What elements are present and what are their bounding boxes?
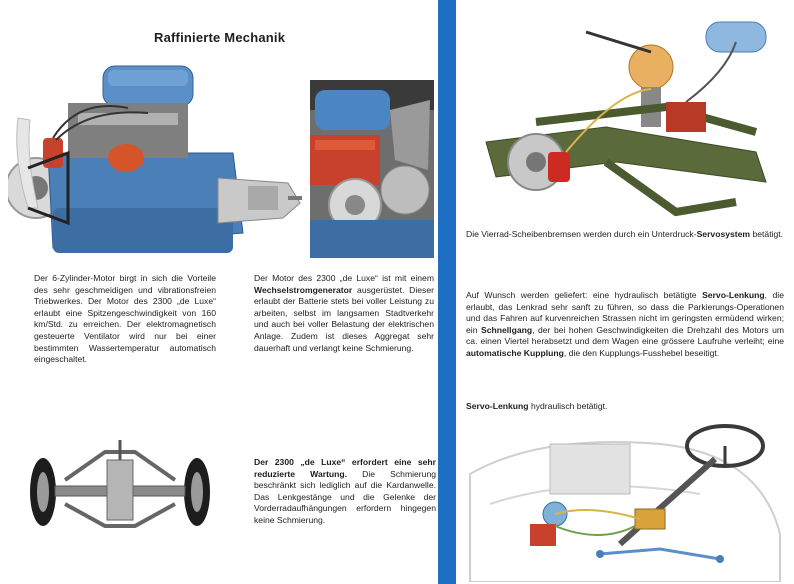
options-text-2: , die erlaubt, das Lenkrad sehr sanft zu führen, so dass die Parkierungs-Operationen und das Fahren auf kurvenreichen Strassen nicht im geringsten ermüdend wirken; ein — [466, 290, 784, 335]
engine-illustration — [8, 58, 303, 263]
brakes-bold: Servosystem — [696, 229, 751, 239]
generator-paragraph — [254, 273, 434, 354]
chassis-illustration — [25, 440, 215, 540]
options-text-4: , die den Kupplungs-Fusshebel beseitigt. — [563, 347, 720, 358]
steering-text: hydraulisch betätigt. — [528, 401, 608, 411]
generator-text-2: ausgerüstet. Dieser erlaubt der Batterie stets bei voller Leistung zu arbeiten, selbst im langsamen Stadtverkehr und auch bei voller Belastung der elektrischen Anlage. Zudem ist dieses Aggregat sehr dauerhaft und verlangt keine Schmierung. — [254, 284, 434, 353]
brakes-text-1: Die Vierrad-Scheibenbremsen werden durch ein Unterdruck- — [466, 229, 697, 239]
maintenance-text: Die Schmierung beschränkt sich lediglich auf die Kardanwelle. Das Lenkgestänge und die Gelenke der Vorderradaufhängungen erfordern hingegen keine Schmierung. — [254, 468, 436, 525]
options-bold-clutch: automatische Kupplung — [466, 347, 564, 358]
page-title: Raffinierte Mechanik — [154, 30, 286, 45]
options-bold-overdrive: Schnellgang — [481, 324, 533, 335]
options-text-1: Auf Wunsch werden geliefert: eine hydraulisch betätigte — [466, 290, 703, 300]
brakes-paragraph — [466, 229, 784, 241]
options-text-3: , der bei hohen Geschwindigkeiten die Drehzahl des Motors um ca. einen Viertel herabsetzt und dem Wagen eine grössere Laufruhe verleiht; eine — [466, 324, 785, 347]
generator-bold: Wechselstromgenerator — [254, 284, 353, 295]
brakes-text-2: betätigt. — [750, 229, 784, 239]
steering-caption — [466, 401, 784, 413]
right-page — [456, 0, 794, 584]
steering-bold: Servo-Lenkung — [466, 401, 529, 411]
engine-paragraph — [34, 273, 216, 366]
options-bold-servo: Servo-Lenkung — [702, 290, 765, 300]
generator-text-1: Der Motor des 2300 „de Luxe“ ist mit einem — [254, 273, 434, 283]
brake-system-illustration — [466, 12, 786, 222]
engine-text: Der 6-Zylinder-Motor birgt in sich die Vorteile des sehr geschmeidigen und vibrationsfreien Triebwerkes. Der Motor des 2300 „de Luxe“ erlaubt eine Spitzengeschwindigkeit von 160 km/Std. zu erreichen. Der elektromagnetisch gesteuerte Ventilator wird nur bei einer bestimmten Wassertemperatur automatisch eingeschaltet. — [34, 273, 216, 365]
options-paragraph — [466, 290, 784, 360]
page-spine — [438, 0, 456, 584]
generator-photo — [310, 80, 434, 258]
maintenance-paragraph — [254, 457, 436, 527]
maintenance-bold: Der 2300 „de Luxe“ erfordert eine sehr reduzierte Wartung. — [254, 457, 436, 479]
steering-illustration — [460, 414, 790, 582]
